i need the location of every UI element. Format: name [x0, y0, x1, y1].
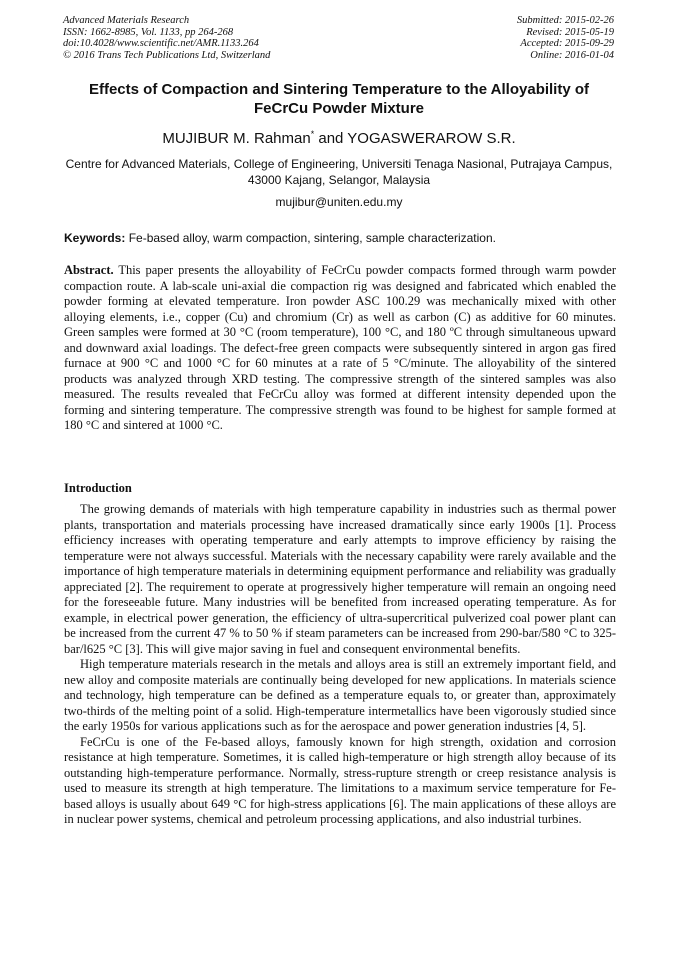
abstract-text: This paper presents the alloyability of FeCrCu powder compacts formed through warm powder compaction route. A lab-scale uni-axial die compaction rig was designed and fabricated which enabled the powder forming at elevated temperature. Iron powder ASC 100.29 was mechanically mixed with other alloying elements, i.e., copper (Cu) and chromium (Cr) as well as carbon (C) as additive for 60 minutes. Green samples were formed at 30 °C (room temperature), 100 °C, and 180 ºC through simultaneous upward and downward axial loadings. The defect-free green compacts were subsequently sintered in argon gas fired furnace at 900 °C and 1000 °C for 60 minutes at a rate of 5 °C/minute. The alloyability of the sintered products was analyzed through XRD testing. The compressive strength of the sintered samples was also measured. The results revealed that FeCrCu alloy was formed at different intensity depended upon the forming and sintering temperature. The compressive strength was found to be highest for sample formed at 180 °C and sintered at 1000 °C. — [64, 263, 616, 432]
abstract-label: Abstract. — [64, 263, 114, 277]
introduction-body — [64, 502, 616, 828]
keywords-text: Fe-based alloy, warm compaction, sintering, sample characterization. — [125, 231, 496, 245]
author-email: mujibur@uniten.edu.my — [275, 195, 403, 209]
journal-meta — [63, 15, 270, 61]
section-heading-introduction: Introduction — [64, 481, 132, 495]
corresponding-marker: * — [310, 129, 315, 139]
issn-line: ISSN: 1662-8985, Vol. 1133, pp 264-268 — [63, 26, 234, 38]
affiliation: Centre for Advanced Materials, College of Engineering, Universiti Tenaga Nasional, Putrajaya Campus, 43000 Kajang, Selangor, Malaysia — [65, 157, 613, 187]
doi-line: doi:10.4028/www.scientific.net/AMR.1133.264 — [63, 38, 259, 49]
author-line — [40, 130, 638, 148]
author-1: MUJIBUR M. Rahman — [162, 130, 311, 147]
revised-date: Revised: 2015-05-19 — [526, 26, 614, 38]
keywords — [64, 231, 616, 246]
submitted-date: Submitted: 2015-02-26 — [516, 15, 614, 26]
keywords-label: Keywords: — [64, 231, 126, 245]
journal-name: Advanced Materials Research — [63, 15, 190, 26]
online-date: Online: 2016-01-04 — [530, 49, 614, 61]
author-2: YOGASWERAROW S.R. — [347, 130, 516, 147]
abstract — [64, 263, 616, 434]
copyright-line: © 2016 Trans Tech Publications Ltd, Switzerland — [63, 49, 271, 61]
paragraph: The growing demands of materials with high temperature capability in industries such as thermal power plants, transportation and materials processing have increased dramatically since early 1900s [1]. Process efficiency increases with operating temperature and early attempts to improve efficiency by raising the temperature were not always successful. Materials with the necessary capability were rarely available and the importance of high temperature materials in determining equipment performance and reliability was gradually appreciated [2]. The requirement to operate at progressively higher temperature will remain an ongoing need for the foreseeable future. Many industries will be benefited from increased operating temperature. As for example, in electrical power generation, the efficiency of ultra-supercritical pulverized coal power plant can be increased from the current 47 % to 50 % if steam parameters can be increased from 290-bar/580 °C to 325-bar/l625 °C [3]. This will give major saving in fuel and consequent environmental benefits. — [64, 502, 616, 656]
author-joiner: and — [314, 130, 348, 147]
paper-title: Effects of Compaction and Sintering Temperature to the Alloyability of FeCrCu Powder Mixture — [88, 81, 590, 117]
accepted-date: Accepted: 2015-09-29 — [520, 38, 614, 49]
dates-meta — [517, 15, 614, 61]
paragraph: FeCrCu is one of the Fe-based alloys, famously known for high strength, oxidation and corrosion resistance at high temperature. Sometimes, it is called high-temperature or high strength alloy because of its outstanding high-temperature performance. Normally, stress-rupture strength or creep resistance analysis is used to measure its strength at high temperature. The limitations to a maximum service temperature for Fe-based alloys is usually about 649 °C for high-stress applications [6]. The main applications of these alloys are in nuclear power systems, chemical and petroleum processing applications, and also industrial turbines. — [64, 734, 616, 826]
paragraph: High temperature materials research in the metals and alloys area is still an extremely important field, and new alloy and composite materials are continually being developed for new applications. In materials science and technology, high temperature can be defined as a temperature equals to, or greater than, approximately two-thirds of the melting point of a solid. High-temperature intermetallics have been vigorously studied since the early 1950s for various applications such as for the aerospace and power generation industries [4, 5]. — [64, 657, 616, 733]
